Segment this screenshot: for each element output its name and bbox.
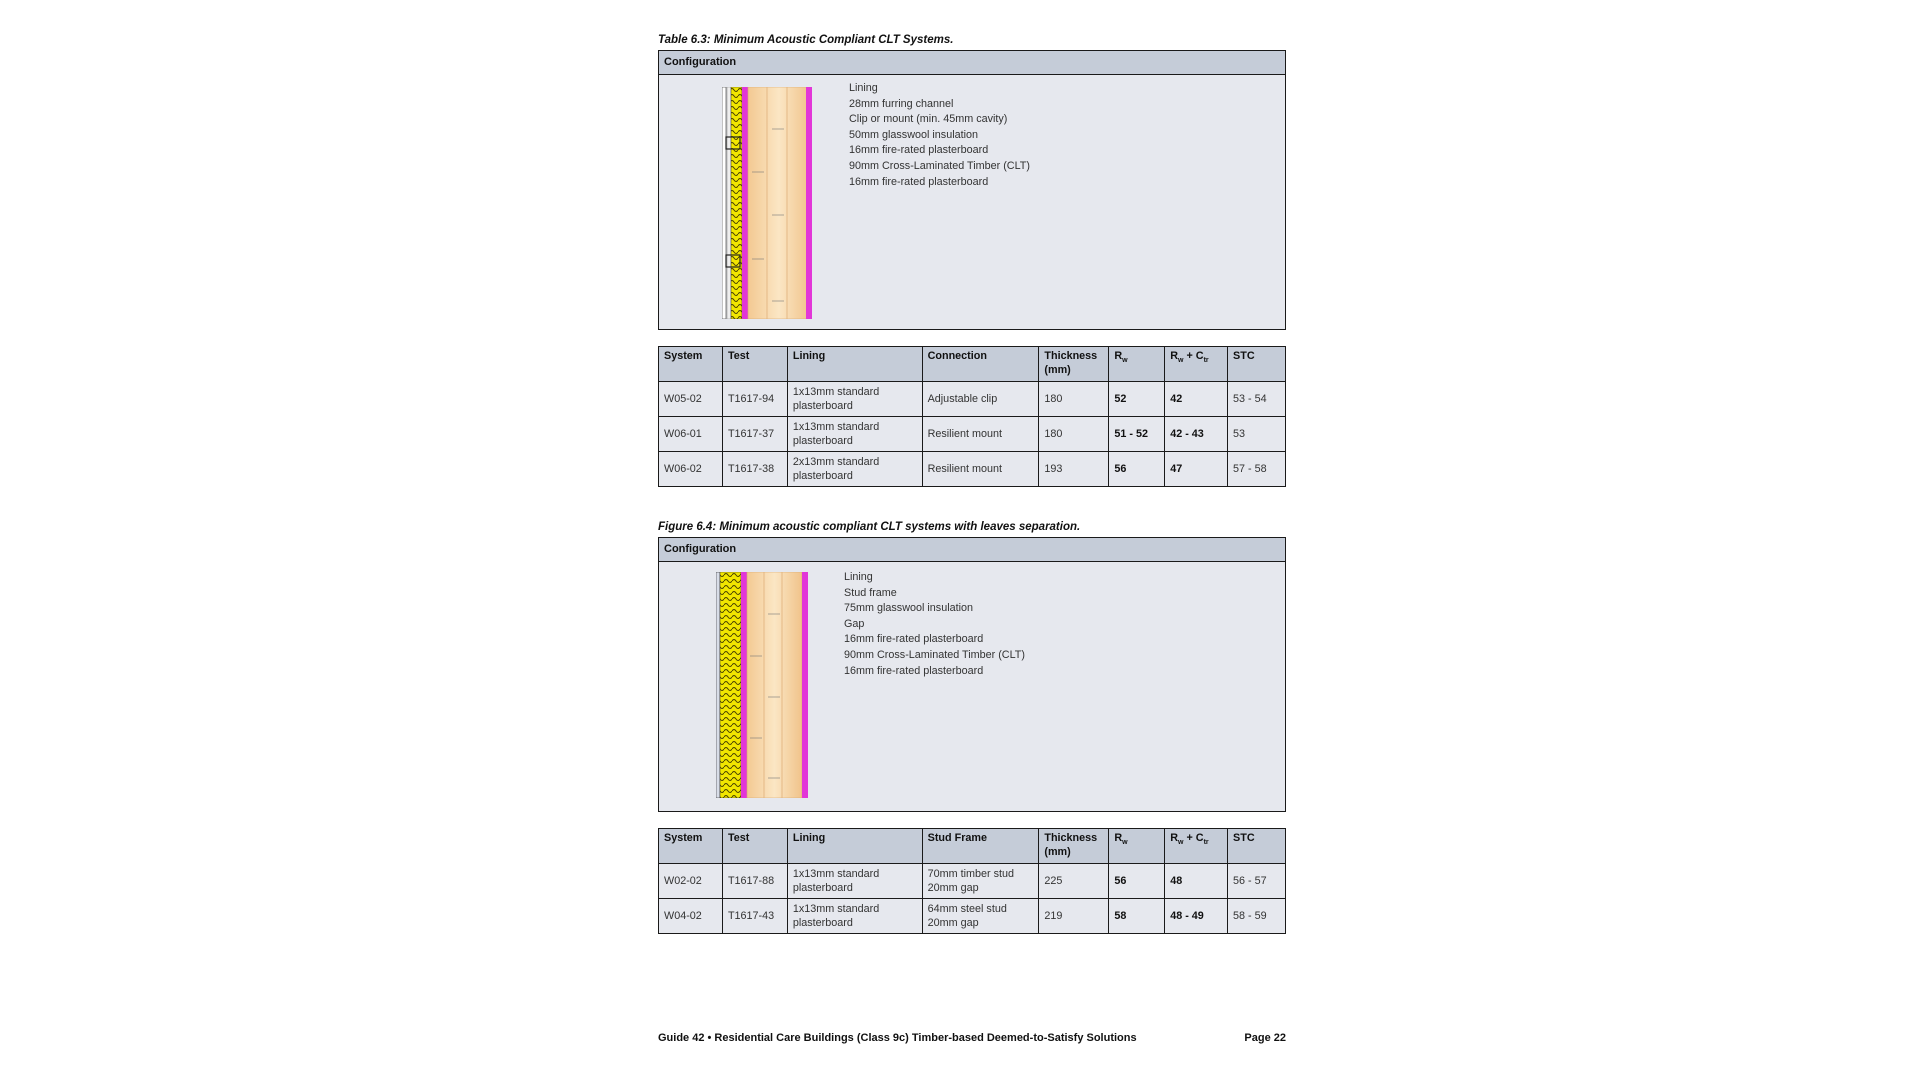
layer-item: 50mm glasswool insulation	[849, 128, 979, 141]
col-rw: $R_w$	[1109, 347, 1165, 382]
col-rw: $R_w$	[1109, 829, 1165, 864]
cell-connection: Adjustable clip	[922, 382, 1039, 417]
page-footer	[658, 1032, 1286, 1044]
wall-section-diagram-1	[722, 87, 812, 319]
col-test: Test	[722, 829, 787, 864]
wall-section-diagram-2	[716, 572, 808, 798]
col-system: System	[659, 829, 723, 864]
col-system: System	[659, 347, 723, 382]
cell-system: W05-02	[659, 382, 723, 417]
cell-connection: Resilient mount	[922, 417, 1039, 452]
layer-item: 28mm furring channel	[849, 97, 954, 110]
cell-stc: 58 - 59	[1228, 899, 1286, 934]
cell-stc: 53 - 54	[1228, 382, 1286, 417]
cell-rw-ctr: 47	[1165, 452, 1228, 487]
col-lining: Lining	[787, 829, 922, 864]
layer-item: Gap	[844, 617, 865, 630]
cell-system: W04-02	[659, 899, 723, 934]
layer-item: 75mm glasswool insulation	[844, 602, 974, 615]
table-row	[659, 382, 1286, 417]
results-table-1	[658, 346, 1286, 487]
cell-stc: 56 - 57	[1228, 864, 1286, 899]
cell-test: T1617-88	[722, 864, 787, 899]
cell-rw: 58	[1109, 899, 1165, 934]
layer-list-1	[849, 81, 1030, 190]
layer-list-2	[844, 570, 1025, 679]
col-stud-frame: Stud Frame	[922, 829, 1039, 864]
cell-thickness: 180	[1039, 382, 1109, 417]
footer-title: Guide 42 • Residential Care Buildings (Class 9c) Timber-based Deemed-to-Satisfy Solutions	[658, 1032, 1137, 1044]
configuration-body	[659, 75, 1285, 329]
layer-item: 90mm Cross-Laminated Timber (CLT)	[844, 648, 1025, 661]
layer-item: 90mm Cross-Laminated Timber (CLT)	[849, 159, 1030, 172]
cell-system: W06-01	[659, 417, 723, 452]
results-table-2	[658, 828, 1286, 934]
col-lining: Lining	[787, 347, 922, 382]
cell-lining: 1x13mm standard plasterboard	[787, 864, 922, 899]
cell-lining: 1x13mm standard plasterboard	[787, 417, 922, 452]
cell-lining: 2x13mm standard plasterboard	[787, 452, 922, 487]
layer-item: Stud frame	[844, 586, 897, 599]
col-connection: Connection	[922, 347, 1039, 382]
cell-lining: 1x13mm standard plasterboard	[787, 899, 922, 934]
cell-thickness: 193	[1039, 452, 1109, 487]
cell-rw: 52	[1109, 382, 1165, 417]
table-header-row	[659, 829, 1286, 864]
col-stc: STC	[1228, 829, 1286, 864]
configuration-header: Configuration	[659, 51, 1285, 75]
cell-stud-frame: 64mm steel stud 20mm gap	[922, 899, 1039, 934]
layer-item: Lining	[844, 571, 873, 583]
cell-rw-ctr: 48 - 49	[1165, 899, 1228, 934]
document-page	[658, 30, 1286, 934]
cell-system: W02-02	[659, 864, 723, 899]
table-row	[659, 452, 1286, 487]
configuration-body	[659, 562, 1285, 811]
table-row	[659, 417, 1286, 452]
table-row	[659, 899, 1286, 934]
cell-lining: 1x13mm standard plasterboard	[787, 382, 922, 417]
cell-test: T1617-38	[722, 452, 787, 487]
cell-test: T1617-37	[722, 417, 787, 452]
table-header-row	[659, 347, 1286, 382]
cell-rw-ctr: 48	[1165, 864, 1228, 899]
layer-item: 16mm fire-rated plasterboard	[849, 175, 989, 188]
configuration-box-2	[658, 537, 1286, 812]
cell-rw-ctr: 42 - 43	[1165, 417, 1228, 452]
col-rw-ctr: $R_w + C_{tr}$	[1165, 829, 1228, 864]
cell-rw-ctr: 42	[1165, 382, 1228, 417]
cell-rw: 56	[1109, 864, 1165, 899]
cell-connection: Resilient mount	[922, 452, 1039, 487]
cell-test: T1617-43	[722, 899, 787, 934]
cell-thickness: 180	[1039, 417, 1109, 452]
configuration-box-1	[658, 50, 1286, 330]
table-row	[659, 864, 1286, 899]
layer-item: 16mm fire-rated plasterboard	[849, 144, 989, 157]
col-stc: STC	[1228, 347, 1286, 382]
col-thickness: Thickness (mm)	[1039, 829, 1109, 864]
cell-thickness: 225	[1039, 864, 1109, 899]
layer-item: Lining	[849, 82, 878, 94]
col-test: Test	[722, 347, 787, 382]
cell-test: T1617-94	[722, 382, 787, 417]
col-thickness: Thickness (mm)	[1039, 347, 1109, 382]
configuration-header: Configuration	[659, 538, 1285, 562]
cell-stud-frame: 70mm timber stud 20mm gap	[922, 864, 1039, 899]
cell-rw: 51 - 52	[1109, 417, 1165, 452]
cell-rw: 56	[1109, 452, 1165, 487]
layer-item: 16mm fire-rated plasterboard	[844, 633, 984, 646]
figure-6-4-caption: Figure 6.4: Minimum acoustic compliant CLT systems with leaves separation.	[658, 521, 1081, 533]
cell-system: W06-02	[659, 452, 723, 487]
table-6-3-caption: Table 6.3: Minimum Acoustic Compliant CLT Systems.	[658, 34, 954, 46]
cell-stc: 57 - 58	[1228, 452, 1286, 487]
layer-item: Clip or mount (min. 45mm cavity)	[849, 113, 1008, 126]
page-number: Page 22	[1244, 1032, 1286, 1044]
layer-item: 16mm fire-rated plasterboard	[844, 664, 984, 677]
cell-thickness: 219	[1039, 899, 1109, 934]
col-rw-ctr: $R_w + C_{tr}$	[1165, 347, 1228, 382]
cell-stc: 53	[1228, 417, 1286, 452]
